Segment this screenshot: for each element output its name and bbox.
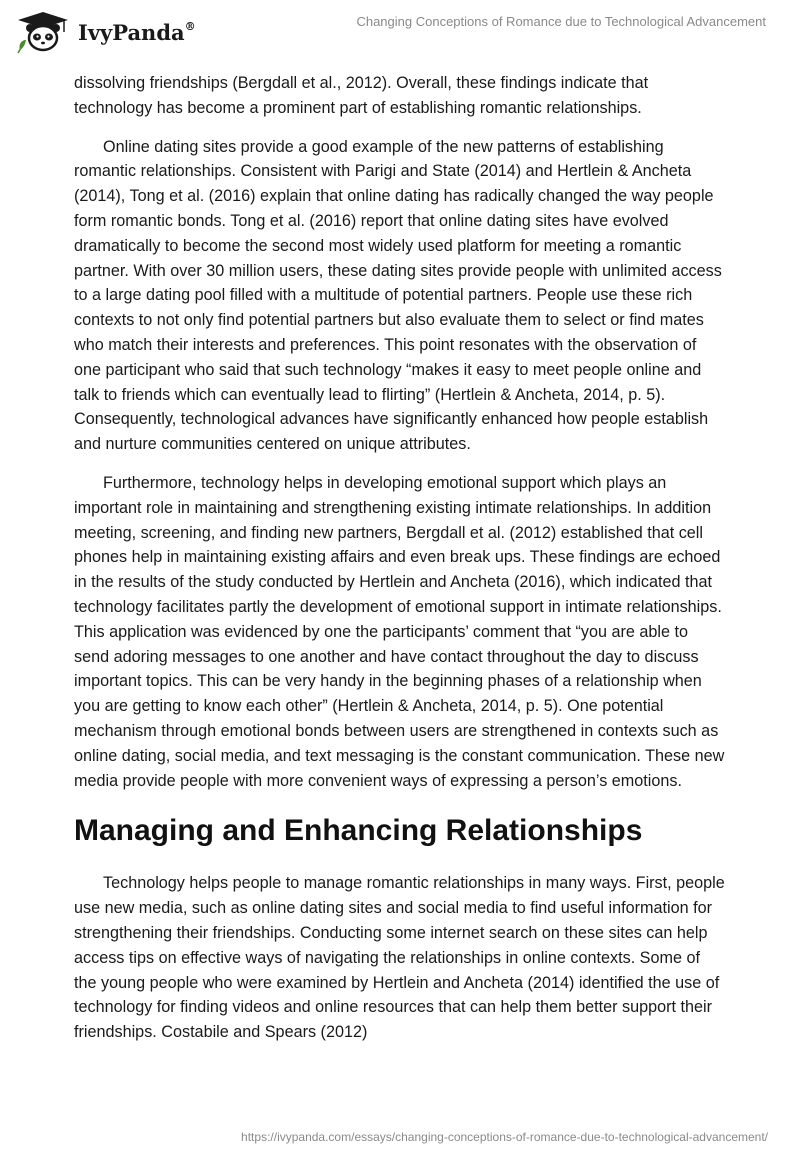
brand-text: IvyPanda bbox=[78, 19, 185, 45]
brand-name bbox=[78, 20, 196, 45]
panda-logo-icon bbox=[14, 10, 72, 54]
document-title: Changing Conceptions of Romance due to Technological Advancement bbox=[356, 14, 766, 29]
page-header bbox=[0, 0, 800, 70]
logo[interactable] bbox=[14, 10, 196, 54]
essay-body bbox=[74, 71, 726, 1059]
paragraph-4: Technology helps people to manage romantic relationships in many ways. First, people use new media, such as online dating sites and social media to find useful information for strengthening their friendships. Conducting some internet search on these sites can help access tips on effective ways of navigating the relationships in online contexts. Some of the young people who were examined by Hertlein and Ancheta (2014) identified the use of technology for finding videos and online resources that can help them better support their friendships. Costabile and Spears (2012) bbox=[74, 874, 725, 1042]
paragraph-1: dissolving friendships (Bergdall et al., 2012). Overall, these findings indicate that technology has become a prominent part of establishing romantic relationships. bbox=[74, 74, 649, 117]
paragraph-3: Furthermore, technology helps in developing emotional support which plays an important role in maintaining and strengthening existing intimate relationships. In addition meeting, screening, and finding new partners, Bergdall et al. (2012) established that cell phones help in maintaining existing affairs and even break ups. These findings are echoed in the results of the study conducted by Hertlein and Ancheta (2016), which indicated that technology facilitates partly the development of emotional support in intimate relationships. This application was evidenced by one the participants’ comment that “you are able to send adoring messages to one another and have contact throughout the day to discuss important topics. This can be very handy in the beginning phases of a relationship when you are getting to know each other” (Hertlein & Ancheta, 2014, p. 5). One potential mechanism through emotional bonds between users are strengthened in contexts such as online dating, social media, and text messaging is the constant communication. These new media provide people with more convenient ways of expressing a person’s emotions. bbox=[74, 473, 725, 790]
section-heading: Managing and Enhancing Relationships bbox=[74, 814, 643, 848]
paragraph-2: Online dating sites provide a good example of the new patterns of establishing romantic relationships. Consistent with Parigi and State (2014) and Hertlein & Ancheta (2014), Tong et al. (2016) explain that online dating has radically changed the way people form romantic bonds. Tong et al. (2016) report that online dating sites have evolved dramatically to become the second most widely used platform for meeting a romantic partner. With over 30 million users, these dating sites provide people with unlimited access to a large dating pool filled with a multitude of potential partners. People use these rich contexts to not only find potential partners but also evaluate them to select or find mates who match their interests and preferences. This point resonates with the observation of one participant who said that such technology “makes it easy to meet people online and talk to friends which can eventually lead to flirting” (Hertlein & Ancheta, 2014, p. 5). Consequently, technological advances have significantly enhanced how people establish and nurture communities centered on unique attributes. bbox=[74, 137, 722, 454]
registered-mark: ® bbox=[184, 19, 196, 33]
source-url[interactable]: https://ivypanda.com/essays/changing-conceptions-of-romance-due-to-technological-advancement/ bbox=[241, 1130, 768, 1144]
